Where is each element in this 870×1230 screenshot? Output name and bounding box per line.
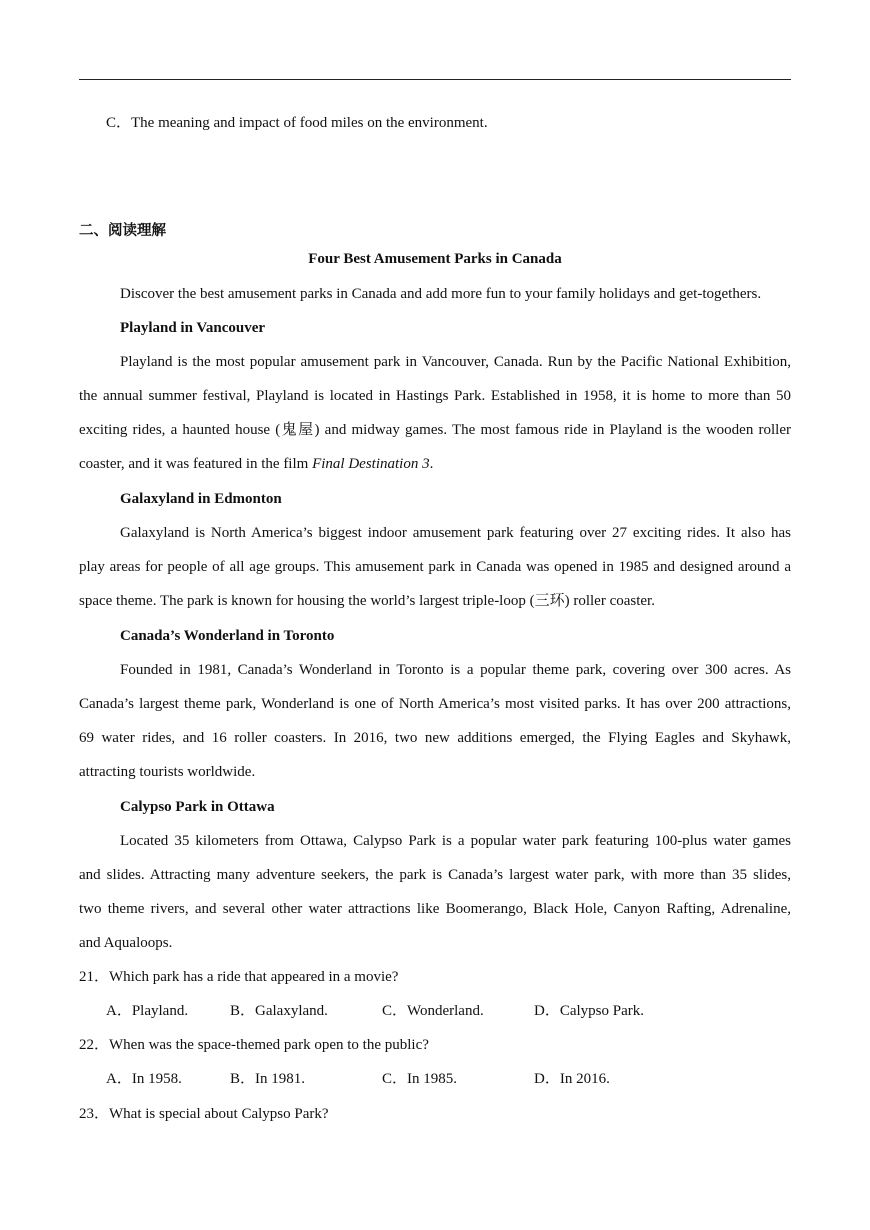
paragraph-line-last: attracting tourists worldwide.	[79, 764, 256, 780]
paragraph-line: play areas for people of all age groups. This amusement park in Canada was opened in 1985 and designed around a	[79, 559, 791, 575]
previous-option-c: C．The meaning and impact of food miles on the environment.	[106, 115, 488, 131]
question-22-option-b[interactable]: B．In 1981.	[230, 1071, 306, 1087]
paragraph-line: Playland is the most popular amusement park in Vancouver, Canada. Run by the Pacific National Exhibition,	[120, 354, 791, 370]
question-22-option-d[interactable]: D．In 2016.	[534, 1071, 610, 1087]
question-22-stem: 22．When was the space-themed park open to the public?	[79, 1037, 429, 1053]
text-fragment: .	[429, 456, 434, 472]
article-title: Four Best Amusement Parks in Canada	[308, 251, 562, 267]
question-21-option-d[interactable]: D．Calypso Park.	[534, 1003, 644, 1019]
park-heading-galaxyland: Galaxyland in Edmonton	[120, 491, 282, 507]
paragraph-line: exciting rides, a haunted house (鬼屋) and midway games. The most famous ride in Playland is the wooden roller	[79, 422, 791, 438]
paragraph-line: and slides. Attracting many adventure seekers, the park is Canada’s largest water park, with more than 35 slides,	[79, 867, 791, 883]
park-heading-wonderland: Canada’s Wonderland in Toronto	[120, 628, 335, 644]
film-title: Final Destination 3	[312, 456, 430, 472]
paragraph-line-last: and Aqualoops.	[79, 935, 173, 951]
paragraph-line: two theme rivers, and several other water attractions like Boomerango, Black Hole, Canyon Rafting, Adrenaline,	[79, 901, 791, 917]
paragraph-line: Galaxyland is North America’s biggest indoor amusement park featuring over 27 exciting rides. It also has	[120, 525, 791, 541]
section-heading: 二、阅读理解	[79, 223, 166, 239]
question-21-option-b[interactable]: B．Galaxyland.	[230, 1003, 328, 1019]
paragraph-line: the annual summer festival, Playland is located in Hastings Park. Established in 1958, it is home to more than 50	[79, 388, 791, 404]
paragraph-line: Founded in 1981, Canada’s Wonderland in Toronto is a popular theme park, covering over 300 acres. As	[120, 662, 791, 678]
header-rule	[79, 79, 791, 80]
paragraph-line: 69 water rides, and 16 roller coasters. In 2016, two new additions emerged, the Flying Eagles and Skyhawk,	[79, 730, 791, 746]
question-21-option-c[interactable]: C．Wonderland.	[382, 1003, 484, 1019]
question-22-option-c[interactable]: C．In 1985.	[382, 1071, 458, 1087]
paragraph-line: Located 35 kilometers from Ottawa, Calypso Park is a popular water park featuring 100-plus water games	[120, 833, 791, 849]
park-heading-calypso: Calypso Park in Ottawa	[120, 799, 275, 815]
article-intro: Discover the best amusement parks in Canada and add more fun to your family holidays and get-togethers.	[120, 286, 762, 302]
park-heading-playland: Playland in Vancouver	[120, 320, 266, 336]
paragraph-line-last: space theme. The park is known for housing the world’s largest triple-loop (三环) roller coaster.	[79, 593, 655, 609]
paragraph-line-last	[79, 454, 433, 474]
text-fragment: coaster, and it was featured in the film	[79, 456, 313, 472]
question-21-option-a[interactable]: A．Playland.	[106, 1003, 189, 1019]
question-22-option-a[interactable]: A．In 1958.	[106, 1071, 182, 1087]
question-21-stem: 21．Which park has a ride that appeared in a movie?	[79, 969, 399, 985]
paragraph-line: Canada’s largest theme park, Wonderland is one of North America’s most visited parks. It has over 200 attractions,	[79, 696, 791, 712]
question-23-stem: 23．What is special about Calypso Park?	[79, 1106, 329, 1122]
